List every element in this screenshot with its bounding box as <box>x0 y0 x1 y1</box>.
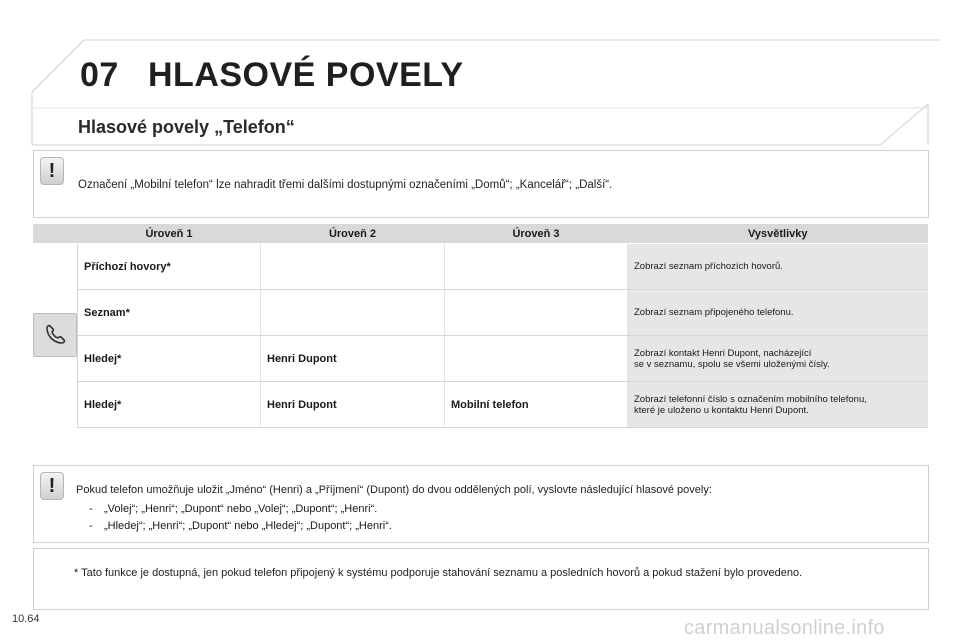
section-title: Hlasové povely „Telefon“ <box>78 117 295 137</box>
row3-level3 <box>445 336 628 382</box>
watermark: carmanualsonline.info <box>684 617 885 639</box>
header-level-2: Úroveň 2 <box>261 224 445 244</box>
note-middle-intro: Pokud telefon umožňuje uložit „Jméno“ (Henri) a „Příjmení“ (Dupont) do dvou oddělených polí, vyslovte následující hlasové povely: <box>76 484 712 496</box>
note-top <box>33 150 929 218</box>
header-level-1: Úroveň 1 <box>78 224 261 244</box>
table-row <box>33 290 928 336</box>
table-row <box>33 244 928 290</box>
warning-icon: ! <box>40 157 64 185</box>
note-bottom <box>33 548 929 610</box>
row2-explanation: Zobrazí seznam připojeného telefonu. <box>628 290 929 336</box>
row1-level1: Příchozí hovory* <box>78 244 261 290</box>
header-level-3: Úroveň 3 <box>445 224 628 244</box>
row4-level2: Henri Dupont <box>261 382 445 428</box>
bullet-marker: - <box>89 520 93 532</box>
row3-explanation: Zobrazí kontakt Henri Dupont, nacházející se v seznamu, spolu se všemi uloženými čísly. <box>628 336 929 382</box>
row1-level3 <box>445 244 628 290</box>
asterisk-marker: * <box>74 567 79 579</box>
phone-icon <box>33 313 77 357</box>
note-bottom-text <box>74 567 874 580</box>
row4-level1: Hledej* <box>78 382 261 428</box>
row2-level1: Seznam* <box>78 290 261 336</box>
note-top-text: Označení „Mobilní telefon“ lze nahradit třemi dalšími dostupnými označeními „Domů“; „Kancelář“; „Další“. <box>78 179 613 191</box>
row3-level1: Hledej* <box>78 336 261 382</box>
row4-level3: Mobilní telefon <box>445 382 628 428</box>
table-header-row <box>33 224 928 244</box>
row4-explanation: Zobrazí telefonní číslo s označením mobilního telefonu, které je uloženo u kontaktu Henri Dupont. <box>628 382 929 428</box>
table-row <box>33 382 928 428</box>
phone-icon-cell <box>33 244 78 428</box>
header-icon-col <box>33 224 78 244</box>
chapter-number: 07 <box>80 56 119 94</box>
row3-level2: Henri Dupont <box>261 336 445 382</box>
voice-commands-table <box>33 224 928 428</box>
page-number: 10.64 <box>12 613 40 625</box>
row2-level3 <box>445 290 628 336</box>
header-explanation: Vysvětlivky <box>628 224 929 244</box>
note-middle <box>33 465 929 543</box>
row2-level2 <box>261 290 445 336</box>
row1-explanation: Zobrazí seznam příchozích hovorů. <box>628 244 929 290</box>
bullet-marker: - <box>89 503 93 515</box>
note-middle-bullet-2: „Hledej“; „Henri“; „Dupont“ nebo „Hledej“; „Dupont“; „Henri“. <box>104 520 392 532</box>
chapter-title: HLASOVÉ POVELY <box>148 56 464 94</box>
note-middle-bullet-1: „Volej“; „Henri“; „Dupont“ nebo „Volej“; „Dupont“; „Henri“. <box>104 503 378 515</box>
table-row <box>33 336 928 382</box>
row1-level2 <box>261 244 445 290</box>
note-bottom-body: Tato funkce je dostupná, jen pokud telefon připojený k systému podporuje stahování seznamu a posledních hovorů a pokud stažení bylo provedeno. <box>81 567 803 579</box>
warning-icon: ! <box>40 472 64 500</box>
